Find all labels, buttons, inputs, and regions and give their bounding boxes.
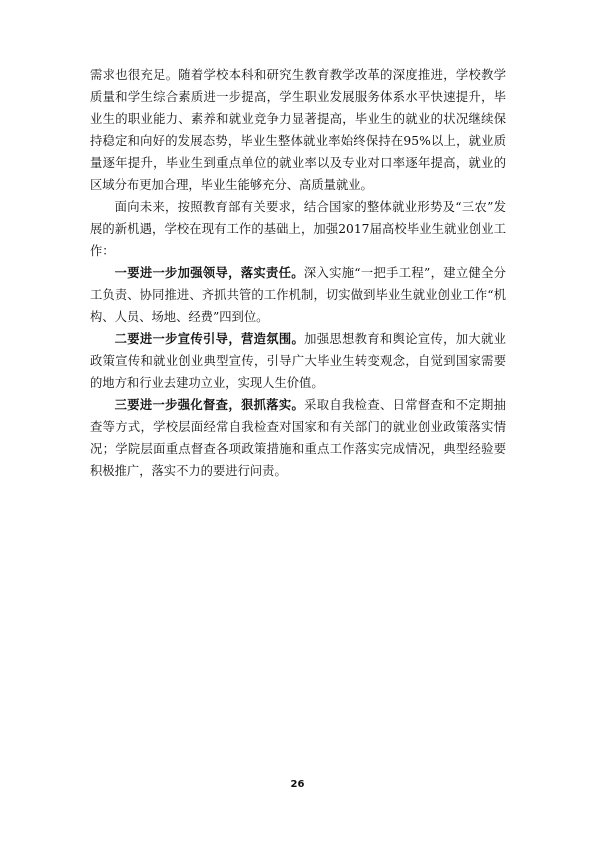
body-text [90, 64, 506, 482]
paragraph-lead: 三要进一步强化督查，狠抓落实。 [114, 397, 305, 412]
paragraph-text: 面向未来，按照教育部有关要求，结合国家的整体就业形势及“三农”发展的新机遇，学校在现有工作的基础上，加强2017届高校毕业生就业创业工作： [90, 200, 506, 258]
paragraph-lead: 二要进一步宣传引导，营造氛围。 [114, 331, 305, 346]
paragraph-text: 需求也很充足。随着学校本科和研究生教育教学改革的深度推进，学校教学质量和学生综合素质进一步提高，学生职业发展服务体系水平快速提升，毕业生的职业能力、素养和就业竞争力显著提高，毕业生的就业的状况继续保持稳定和向好的发展态势，毕业生整体就业率始终保持在95%以上，就业质量逐年提升，毕业生到重点单位的就业率以及专业对口率逐年提高，就业的区域分布更加合理，毕业生能够充分、高质量就业。 [90, 68, 506, 192]
paragraph-text: 采取自我检查、日常督查和不定期抽查等方式，学校层面经常自我检查对国家和有关部门的就业创业政策落实情况；学院层面重点督查各项政策措施和重点工作落实完成情况，典型经验要积极推广，落实不力的要进行问责。 [90, 398, 506, 478]
paragraph-future-outlook [90, 196, 506, 262]
paragraph-text: 加强思想教育和舆论宣传，加大就业政策宣传和就业创业典型宣传，引导广大毕业生转变观念，自觉到国家需要的地方和行业去建功立业，实现人生价值。 [90, 332, 506, 390]
paragraph-supervision [90, 394, 506, 482]
paragraph-publicity [90, 328, 506, 394]
paragraph-lead: 一要进一步加强领导，落实责任。 [114, 265, 304, 280]
paragraph-leadership [90, 262, 506, 328]
paragraph-employment-status [90, 64, 506, 196]
paragraph-text: 深入实施“一把手工程”，建立健全分工负责、协同推进、齐抓共管的工作机制，切实做到毕业生就业创业工作“机构、人员、场地、经费”四到位。 [90, 266, 506, 324]
page-number: 26 [290, 779, 305, 790]
